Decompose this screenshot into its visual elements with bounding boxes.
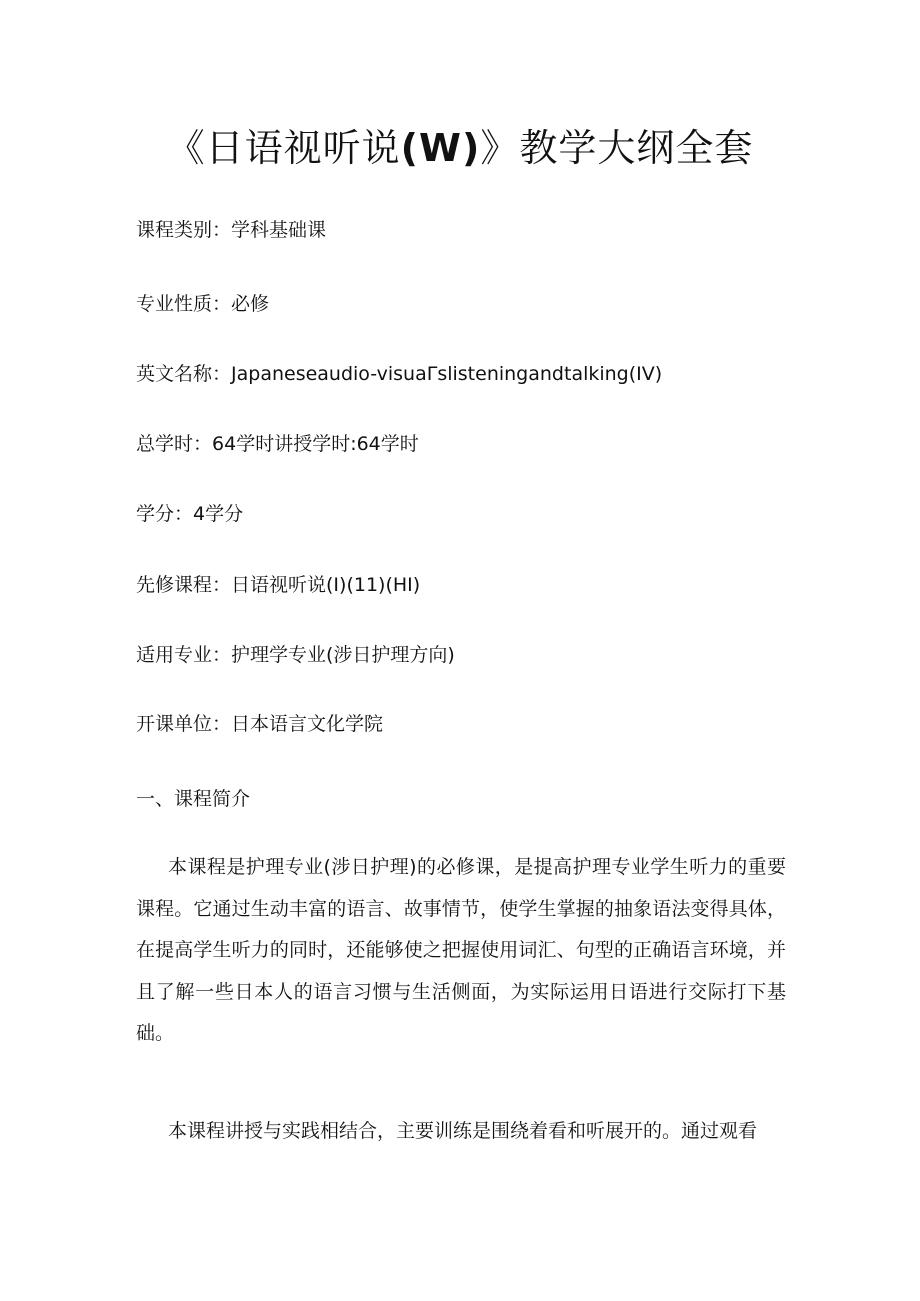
field-total-hours: [136, 429, 419, 459]
field-label: 专业性质：: [136, 293, 232, 315]
field-value: Japaneseaudio-visuaΓslisteningandtalking(IV): [231, 363, 663, 385]
title-suffix: 》教学大纲全套: [480, 126, 754, 170]
field-offering-unit: [136, 709, 383, 739]
section-heading-course-intro: 一、课程简介: [136, 788, 251, 810]
field-label: 学分：: [136, 503, 194, 525]
field-english-name: [136, 359, 662, 389]
field-label: 英文名称：: [136, 363, 232, 385]
field-label: 适用专业：: [136, 644, 232, 666]
field-label: 课程类别：: [136, 219, 232, 241]
field-label: 开课单位：: [136, 713, 232, 735]
field-value: 必修: [231, 293, 270, 315]
field-label: 总学时：: [136, 433, 213, 455]
field-course-category: [136, 215, 326, 245]
field-value: 64学时讲授学时:64学时: [212, 433, 419, 455]
title-prefix: 《日语视听说: [166, 126, 401, 170]
field-value: 日语视听说(I)(11)(HI): [231, 574, 421, 596]
field-prerequisites: [136, 570, 420, 600]
title-bold-part: (W): [400, 126, 481, 170]
field-applicable-major: [136, 640, 455, 670]
field-credits: [136, 499, 243, 529]
field-value: 4学分: [193, 503, 244, 525]
document-title: [0, 118, 920, 178]
field-value: 学科基础课: [231, 219, 327, 241]
field-course-nature: [136, 289, 269, 319]
field-value: 日本语言文化学院: [231, 713, 384, 735]
paragraph-1: 本课程是护理专业(涉日护理)的必修课，是提高护理专业学生听力的重要课程。它通过生动丰富的语言、故事情节，使学生掌握的抽象语法变得具体，在提高学生听力的同时，还能够使之把握使用词汇、句型的正确语言环境，并且了解一些日本人的语言习惯与生活侧面，为实际运用日语进行交际打下基础。: [136, 856, 786, 1044]
field-label: 先修课程：: [136, 574, 232, 596]
paragraph-2: 本课程讲授与实践相结合，主要训练是围绕着看和听展开的。通过观看: [168, 1120, 758, 1142]
field-value: 护理学专业(涉日护理方向): [231, 644, 455, 666]
